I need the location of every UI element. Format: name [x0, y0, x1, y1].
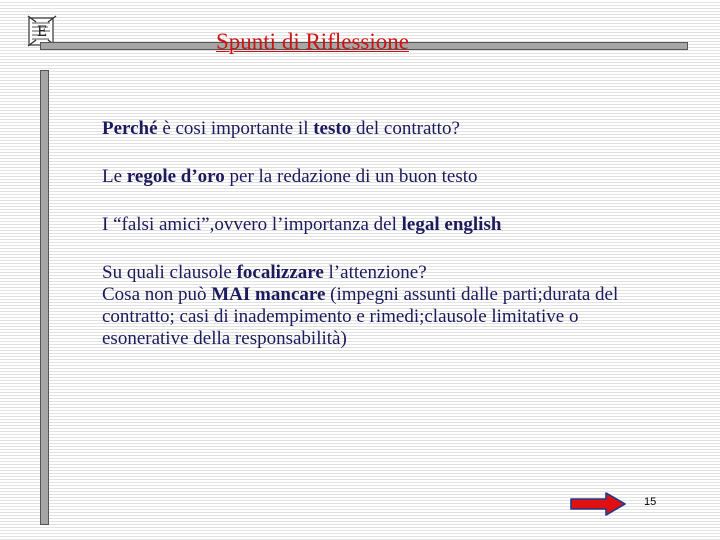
- right-arrow-icon[interactable]: [570, 492, 626, 516]
- bullet-item-3: [102, 214, 622, 236]
- bullet-5-part-3: (impegni assunti dalle parti;durata del contratto; casi di inadempimento e rimedi;clausole limitative o esonerative della responsabilità): [102, 284, 619, 349]
- bullet-4-part-3: l’attenzione?: [323, 262, 427, 283]
- bullet-2-part-2: regole d’oro: [126, 166, 225, 187]
- bullet-list: [102, 118, 622, 350]
- bullet-4-part-2: focalizzare: [236, 262, 324, 283]
- bullet-4-part-1: Su quali clausole: [102, 262, 237, 283]
- bullet-item-1: [102, 118, 622, 140]
- bullet-item-4: [102, 262, 622, 284]
- side-decorative-bar: [40, 70, 49, 525]
- slide-title: Spunti di Riflessione: [216, 29, 409, 54]
- bullet-item-2: [102, 166, 622, 188]
- bullet-3-part-1: I “falsi amici”,ovvero l’importanza del: [102, 214, 402, 235]
- bullet-item-5: [102, 284, 622, 350]
- svg-text:E: E: [37, 24, 48, 40]
- bullet-2-part-3: per la redazione di un buon testo: [224, 166, 478, 187]
- bullet-1-part-1: Perché: [102, 118, 158, 139]
- bullet-5-part-1: Cosa non può: [102, 284, 212, 305]
- bullet-1-part-3: testo: [313, 118, 352, 139]
- bullet-5-part-2: MAI mancare: [211, 284, 326, 305]
- bullet-2-part-1: Le: [102, 166, 127, 187]
- bullet-1-part-4: del contratto?: [351, 118, 460, 139]
- page-number: 15: [644, 496, 657, 508]
- bullet-1-part-2: è cosi importante il: [157, 118, 314, 139]
- bullet-3-part-2: legal english: [401, 214, 502, 235]
